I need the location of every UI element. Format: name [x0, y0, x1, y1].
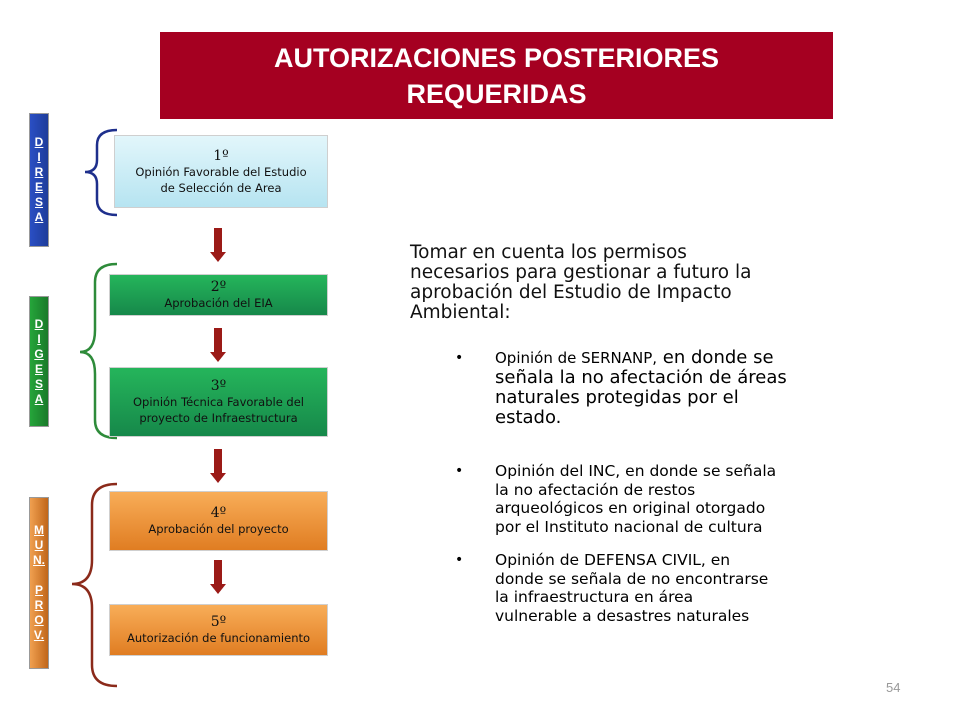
step-1-box	[114, 135, 328, 208]
label-letter: I	[37, 150, 41, 164]
list-item	[455, 348, 915, 428]
step-number: 3º	[210, 378, 227, 394]
item-line: donde se señala de no encontrarse	[495, 569, 769, 588]
page-number: 54	[886, 680, 901, 695]
label-letter: U	[34, 538, 44, 552]
item-line: la infraestructura en área	[495, 588, 694, 606]
down-arrow-icon	[210, 560, 226, 594]
digesa-label	[29, 296, 49, 427]
item-line: naturales protegidas por el	[495, 387, 739, 408]
item-line	[495, 348, 915, 368]
step-text: Autorización de funcionamiento	[126, 631, 311, 645]
item-text: Opinión de SERNANP,	[495, 349, 658, 367]
label-letter: S	[34, 376, 43, 391]
label-letter: V.	[33, 628, 45, 642]
down-arrow-icon	[210, 328, 226, 362]
step-number: 1º	[213, 147, 229, 164]
step-text: Opinión Técnica Favorable del	[132, 395, 304, 409]
title-line-1: AUTORIZACIONES POSTERIORES	[273, 42, 720, 73]
slide-title	[160, 32, 833, 119]
label-letter: I	[37, 331, 41, 346]
diresa-label	[29, 113, 49, 247]
label-letter: G	[34, 346, 44, 361]
item-line: por el Instituto nacional de cultura	[495, 517, 763, 536]
title-line-2: REQUERIDAS	[406, 78, 587, 109]
item-line: • Opinión del INC, en donde se señala	[495, 462, 777, 480]
list-item	[455, 462, 915, 536]
label-letter: D	[34, 316, 44, 331]
munprov-label	[29, 497, 49, 669]
step-4-box	[109, 491, 328, 551]
down-arrow-icon	[210, 449, 226, 483]
intro-line: Tomar en cuenta los permisos	[410, 242, 687, 263]
diresa-bracket	[85, 130, 117, 215]
step-text: de Selección de Area	[160, 180, 282, 195]
item-line: señala la no afectación de áreas	[495, 367, 787, 388]
item-line: vulnerable a desastres naturales	[495, 606, 750, 625]
intro-line: aprobación del Estudio de Impacto	[410, 282, 732, 303]
step-number: 5º	[210, 614, 227, 630]
step-text: Opinión Favorable del Estudio	[135, 164, 307, 179]
step-text: Aprobación del proyecto	[148, 522, 289, 536]
item-line: arqueológicos en original otorgado	[495, 499, 766, 517]
intro-line: necesarios para gestionar a futuro la	[410, 262, 752, 283]
step-5-box	[109, 604, 328, 656]
label-letter: S	[34, 195, 43, 209]
label-letter: O	[34, 613, 44, 627]
step-number: 2º	[210, 279, 227, 295]
step-text: Aprobación del EIA	[164, 296, 273, 310]
item-text: en donde se	[657, 347, 774, 368]
down-arrow-icon	[210, 228, 226, 262]
label-letter: D	[34, 135, 44, 149]
label-letter: A	[34, 391, 44, 406]
label-letter: E	[34, 361, 43, 376]
label-letter: A	[34, 210, 44, 224]
label-letter: R	[34, 165, 44, 179]
item-line: la no afectación de restos	[495, 480, 696, 499]
step-2-box	[109, 274, 328, 316]
list-item	[455, 551, 915, 625]
intro-paragraph	[410, 243, 870, 323]
intro-line: Ambiental:	[410, 302, 511, 323]
step-text: proyecto de Infraestructura	[139, 411, 298, 425]
label-letter: R	[34, 598, 44, 612]
step-3-box	[109, 367, 328, 437]
requirements-list	[455, 348, 915, 625]
item-line: • Opinión de DEFENSA CIVIL, en	[495, 551, 731, 569]
step-number: 4º	[210, 505, 227, 521]
label-letter: E	[34, 180, 43, 194]
item-line: estado.	[495, 407, 562, 428]
label-letter: M	[34, 523, 44, 537]
label-letter: P	[34, 583, 43, 597]
label-letter: N.	[33, 553, 45, 567]
